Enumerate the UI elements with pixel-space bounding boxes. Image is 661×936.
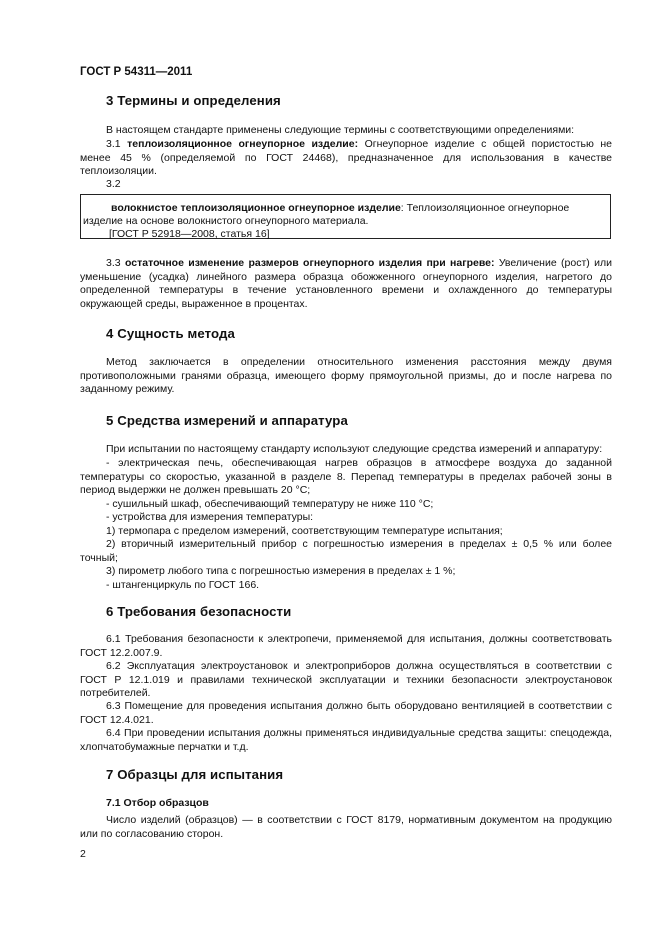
section-3-title: 3 Термины и определения	[106, 93, 281, 108]
section-5-item-secondary-instrument: 2) вторичный измерительный прибор с погрешностью измерения в пределах ± 0,5 % или более точный;	[80, 538, 612, 564]
term-3-2-source: [ГОСТ Р 52918—2008, статья 16]	[109, 228, 270, 240]
document-code-header: ГОСТ Р 54311—2011	[80, 66, 193, 78]
term-3-2-definition-part-2: изделие на основе волокнистого огнеупорного материала.	[83, 215, 369, 227]
section-6-title: 6 Требования безопасности	[106, 604, 292, 619]
section-5-item-furnace: - электрическая печь, обеспечивающая нагрев образцов в атмосфере воздуха до заданной температуры со скоростью, указанной в разделе 8. Перепад температуры в пределах рабочей зоны в период выдержки не должен превышать 20 °С;	[80, 457, 612, 497]
section-7-1-title: 7.1 Отбор образцов	[106, 797, 209, 809]
term-3-1	[80, 138, 612, 179]
term-3-1-definition: Огнеупорное изделие с общей пористостью не менее 45 % (определяемой по ГОСТ 24468), предназначенное для использования в качестве теплоизоляции.	[80, 138, 613, 178]
term-3-2-number: 3.2	[106, 178, 121, 190]
term-3-2-definition-box	[80, 194, 611, 239]
section-5-intro: При испытании по настоящему стандарту используют следующие средства измерений и аппаратуру:	[106, 443, 603, 455]
term-3-3-number: 3.3	[106, 257, 121, 269]
section-6-paragraph-1: 6.1 Требования безопасности к электропечи, применяемой для испытания, должны соответствовать ГОСТ 12.2.007.9.	[80, 633, 612, 659]
term-3-2-line-1	[111, 202, 569, 216]
term-3-1-term: теплоизоляционное огнеупорное изделие:	[127, 138, 359, 150]
term-3-3-term: остаточное изменение размеров огнеупорного изделия при нагреве:	[124, 257, 495, 269]
section-6-paragraph-3: 6.3 Помещение для проведения испытания должно быть оборудовано вентиляцией в соответствии с ГОСТ 12.4.021.	[80, 700, 612, 726]
section-4-title: 4 Сущность метода	[106, 326, 235, 341]
section-5-title: 5 Средства измерений и аппаратура	[106, 413, 348, 428]
section-5-item-caliper: - штангенциркуль по ГОСТ 166.	[106, 579, 260, 591]
section-7-1-text: Число изделий (образцов) — в соответствии с ГОСТ 8179, нормативным документом на продукцию или по согласованию сторон.	[80, 814, 612, 840]
term-3-3-definition: Увеличение (рост) или уменьшение (усадка) линейного размера образца обожженного огнеупорного изделия, нагретого до определенной температуры в течение установленного времени и охлажденного до температуры окружающей среды, выраженное в процентах.	[80, 257, 612, 310]
section-3-intro: В настоящем стандарте применены следующие термины с соответствующими определениями:	[106, 124, 575, 136]
section-7-title: 7 Образцы для испытания	[106, 767, 284, 782]
page-number: 2	[80, 848, 86, 860]
term-3-1-number: 3.1	[106, 138, 121, 150]
section-6-paragraph-2: 6.2 Эксплуатация электроустановок и электроприборов должна осуществляться в соответствии с ГОСТ Р 12.1.019 и правилами технической эксплуатации и техники безопасности электроустановок потребителей.	[80, 660, 612, 700]
section-5-item-thermocouple: 1) термопара с пределом измерений, соответствующим температуре испытания;	[106, 525, 503, 537]
term-3-2-term: волокнистое теплоизоляционное огнеупорное изделие	[111, 202, 401, 214]
section-5-item-pyrometer: 3) пирометр любого типа с погрешностью измерения в пределах ± 1 %;	[106, 565, 456, 577]
section-5-item-temperature-devices: - устройства для измерения температуры:	[106, 511, 314, 523]
term-3-2-definition-part-1: : Теплоизоляционное огнеупорное	[400, 202, 570, 214]
section-5-item-drying-cabinet: - сушильный шкаф, обеспечивающий температуру не ниже 110 °С;	[106, 498, 434, 510]
term-3-3	[80, 257, 612, 311]
section-6-paragraph-4: 6.4 При проведении испытания должны применяться индивидуальные средства защиты: спецодежда, хлопчатобумажные перчатки и т.д.	[80, 727, 612, 753]
section-4-text: Метод заключается в определении относительного изменения расстояния между двумя противоположными гранями образца, имеющего форму прямоугольной призмы, до и после нагрева по заданному режиму.	[80, 356, 612, 396]
